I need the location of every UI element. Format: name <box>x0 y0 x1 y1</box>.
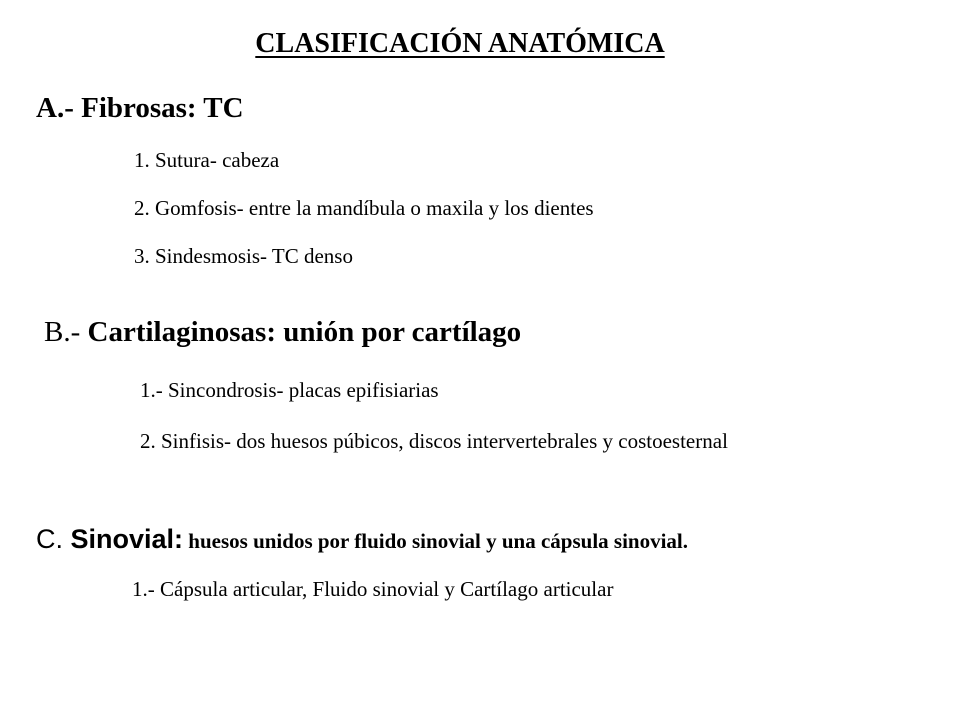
section-b-heading-title: Cartilaginosas: unión por cartílago <box>87 316 522 348</box>
section-b-heading-prefix: B.- <box>44 316 88 348</box>
section-b-heading <box>44 316 521 349</box>
section-c-heading-prefix: C. <box>36 524 71 554</box>
section-b-item-2: 2. Sinfisis- dos huesos púbicos, discos intervertebrales y costoesternal <box>140 429 728 453</box>
section-c-heading-title: Sinovial: <box>70 524 184 554</box>
section-a-heading: A.- Fibrosas: TC <box>36 92 244 124</box>
section-c-item-1: 1.- Cápsula articular, Fluido sinovial y Cartílago articular <box>132 577 614 601</box>
section-a-item-3: 3. Sindesmosis- TC denso <box>134 244 353 268</box>
page-title: CLASIFICACIÓN ANATÓMICA <box>255 28 665 59</box>
section-a-item-1: 1. Sutura- cabeza <box>134 148 280 172</box>
section-c-heading <box>36 524 688 555</box>
section-c-heading-description: huesos unidos por fluido sinovial y una cápsula sinovial. <box>183 529 689 553</box>
section-a-item-2: 2. Gomfosis- entre la mandíbula o maxila y los dientes <box>134 196 594 220</box>
section-b-item-1: 1.- Sincondrosis- placas epifisiarias <box>140 378 439 402</box>
